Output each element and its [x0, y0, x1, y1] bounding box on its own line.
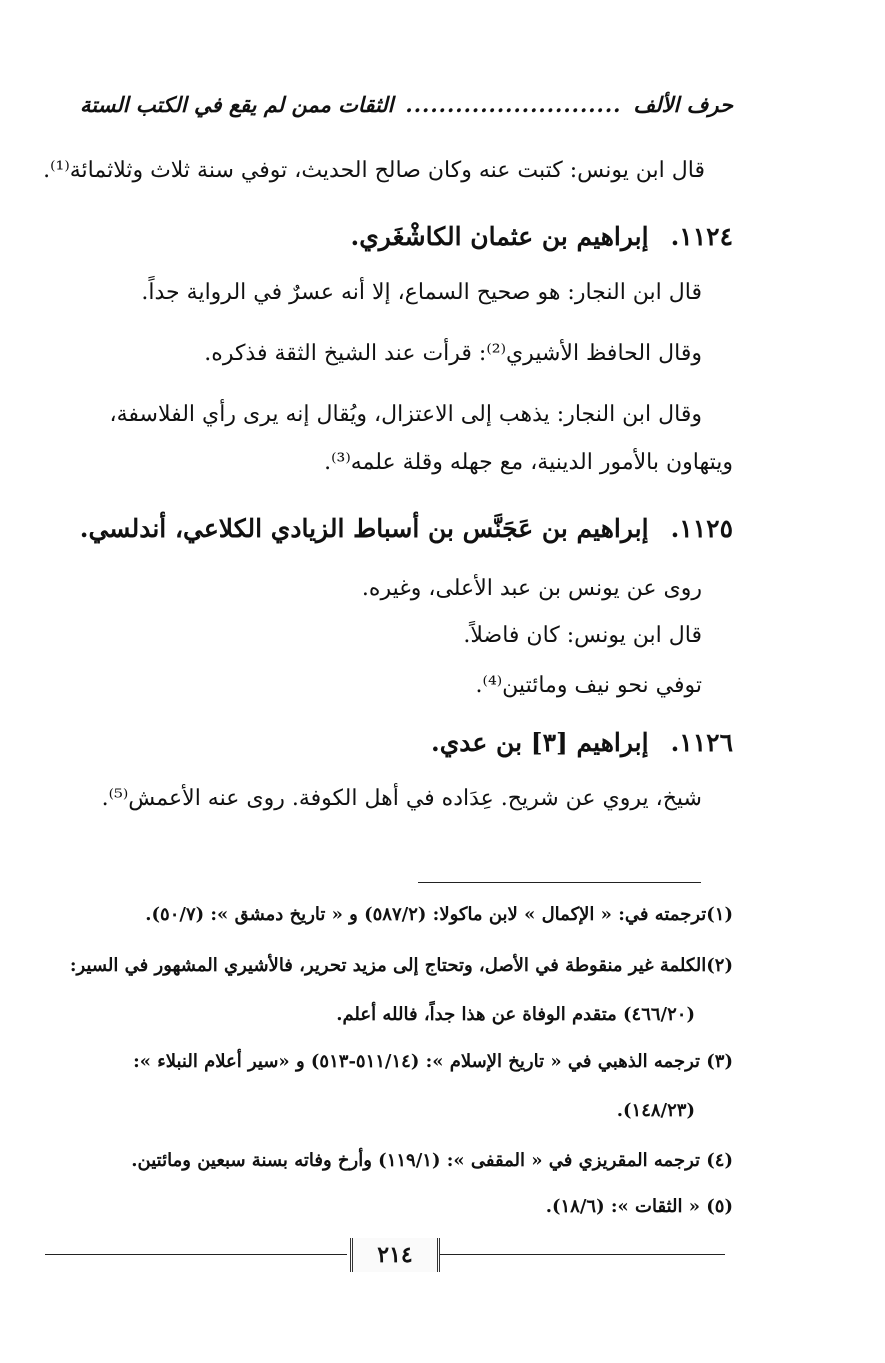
entry-name: إبراهيم [٣] بن عدي.: [431, 728, 649, 757]
body-line: قال ابن يونس: كان فاضلاً.: [463, 623, 702, 648]
footnote-separator: [418, 882, 701, 883]
entry-name: إبراهيم بن عثمان الكاشْغَري.: [350, 222, 649, 251]
bottom-rule-right: [435, 1254, 725, 1255]
header-dots: ..........................: [405, 92, 622, 117]
footnote-line: (٢)الكلمة غير منقوطة في الأصل، وتحتاج إلى مزيد تحرير، فالأشيري المشهور في السير:: [69, 955, 733, 976]
footnote-line: (٤) ترجمه المقريزي في « المقفى »: (١١٩/١) وأرخ وفاته بسنة سبعين ومائتين.: [131, 1150, 733, 1171]
running-header: [80, 92, 733, 117]
body-line: توفي نحو نيف ومائتين⁽⁴⁾.: [475, 673, 702, 698]
entry-number: ١١٢٥.: [670, 514, 733, 543]
bottom-rule-left: [45, 1254, 347, 1255]
body-line: ويتهاون بالأمور الدينية، مع جهله وقلة علمه⁽³⁾.: [324, 450, 733, 475]
page-number: ٢١٤: [350, 1238, 440, 1272]
body-line: قال ابن النجار: هو صحيح السماع، إلا أنه عسرٌ في الرواية جداً.: [141, 280, 702, 305]
body-line: وقال ابن النجار: يذهب إلى الاعتزال، ويُقال إنه يرى رأي الفلاسفة،: [109, 402, 702, 427]
entry-heading: [431, 728, 733, 757]
body-line: وقال الحافظ الأشيري⁽²⁾: قرأت عند الشيخ الثقة فذكره.: [204, 341, 702, 366]
entry-heading: [80, 514, 733, 543]
header-book-title: الثقات ممن لم يقع في الكتب الستة: [80, 92, 394, 117]
entry-name: إبراهيم بن عَجَنَّس بن أسباط الزيادي الكلاعي، أندلسي.: [79, 514, 649, 543]
body-line: روى عن يونس بن عبد الأعلى، وغيره.: [361, 576, 702, 601]
footnote-line: (٣) ترجمه الذهبي في « تاريخ الإسلام »: (٥١١/١٤-٥١٣) و «سير أعلام النبلاء »:: [133, 1051, 733, 1072]
entry-heading: [351, 222, 734, 251]
footnote-line: (٤٦٦/٢٠) متقدم الوفاة عن هذا جداً، فالله أعلم.: [336, 1004, 695, 1025]
footnote-line: (١٤٨/٢٣).: [616, 1100, 695, 1121]
footnote-line: (٥) « الثقات »: (١٨/٦).: [545, 1196, 733, 1217]
body-line: قال ابن يونس: كتبت عنه وكان صالح الحديث، توفي سنة ثلاث وثلاثمائة⁽¹⁾.: [43, 158, 705, 183]
entry-number: ١١٢٦.: [670, 728, 733, 757]
header-chapter: حرف الألف: [633, 92, 733, 117]
entry-number: ١١٢٤.: [670, 222, 733, 251]
footnote-line: (١)ترجمته في: « الإكمال » لابن ماكولا: (٥٨٧/٢) و « تاريخ دمشق »: (٥٠/٧).: [145, 904, 733, 925]
body-line: شيخ، يروي عن شريح. عِدَاده في أهل الكوفة. روى عنه الأعمش⁽⁵⁾.: [101, 786, 702, 811]
